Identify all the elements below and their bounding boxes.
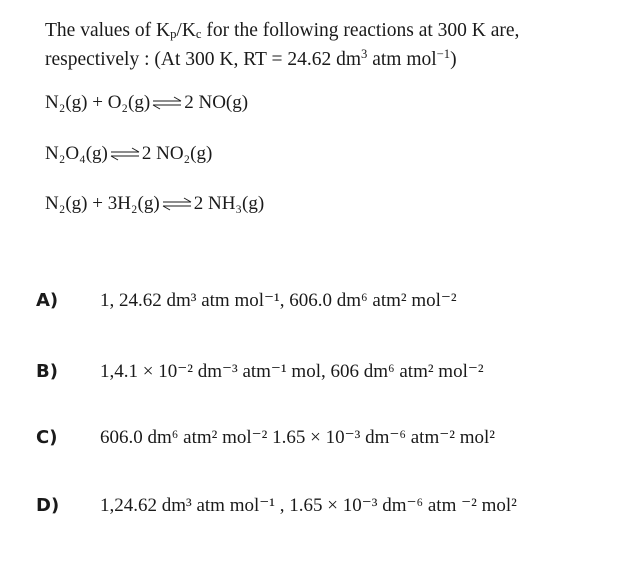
question-line-2: respectively : (At 300 K, RT = 24.62 $dm^3$ atm mol$^{-1}$) [45, 47, 457, 70]
option-d-label: D) [36, 495, 60, 516]
reaction-1-reactants: N₂(g) + O₂(g) [45, 92, 151, 113]
reaction-3-reactants: N₂(g) + 3H₂(g) [45, 193, 160, 214]
reaction-2-products: 2 NO₂(g) [141, 143, 213, 164]
option-c-label: C) [36, 427, 58, 448]
question-text [45, 16, 585, 74]
option-b-label: B) [36, 361, 58, 382]
reaction-3-products: 2 NH₃(g) [193, 193, 265, 214]
reaction-2 [45, 143, 212, 165]
option-d-text: 1,24.62 dm³ atm mol⁻¹ , 1.65 × 10⁻³ dm⁻⁶ atm ⁻² mol² [100, 495, 517, 516]
reaction-1 [45, 92, 248, 114]
reaction-1-products: 2 NO(g) [184, 92, 249, 113]
option-b-text: 1,4.1 × 10⁻² dm⁻³ atm⁻¹ mol, 606 dm⁶ atm² mol⁻² [100, 361, 484, 382]
option-c[interactable] [36, 426, 495, 449]
option-a[interactable] [36, 289, 457, 312]
option-c-text: 606.0 dm⁶ atm² mol⁻² 1.65 × 10⁻³ dm⁻⁶ atm⁻² mol² [100, 427, 495, 448]
option-a-text: 1, 24.62 dm³ atm mol⁻¹, 606.0 dm⁶ atm² mol⁻² [100, 290, 457, 311]
equilibrium-arrow-icon [162, 197, 192, 211]
option-d[interactable] [36, 494, 517, 517]
option-b[interactable] [36, 360, 484, 383]
question-line-1: The values of $K_p/K_c$ for the following reactions at 300 K are, [45, 20, 520, 41]
reaction-3 [45, 193, 264, 215]
option-a-label: A) [36, 290, 59, 311]
equilibrium-arrow-icon [110, 147, 140, 161]
reaction-2-reactants: N₂O₄(g) [45, 143, 108, 164]
equilibrium-arrow-icon [152, 96, 182, 110]
